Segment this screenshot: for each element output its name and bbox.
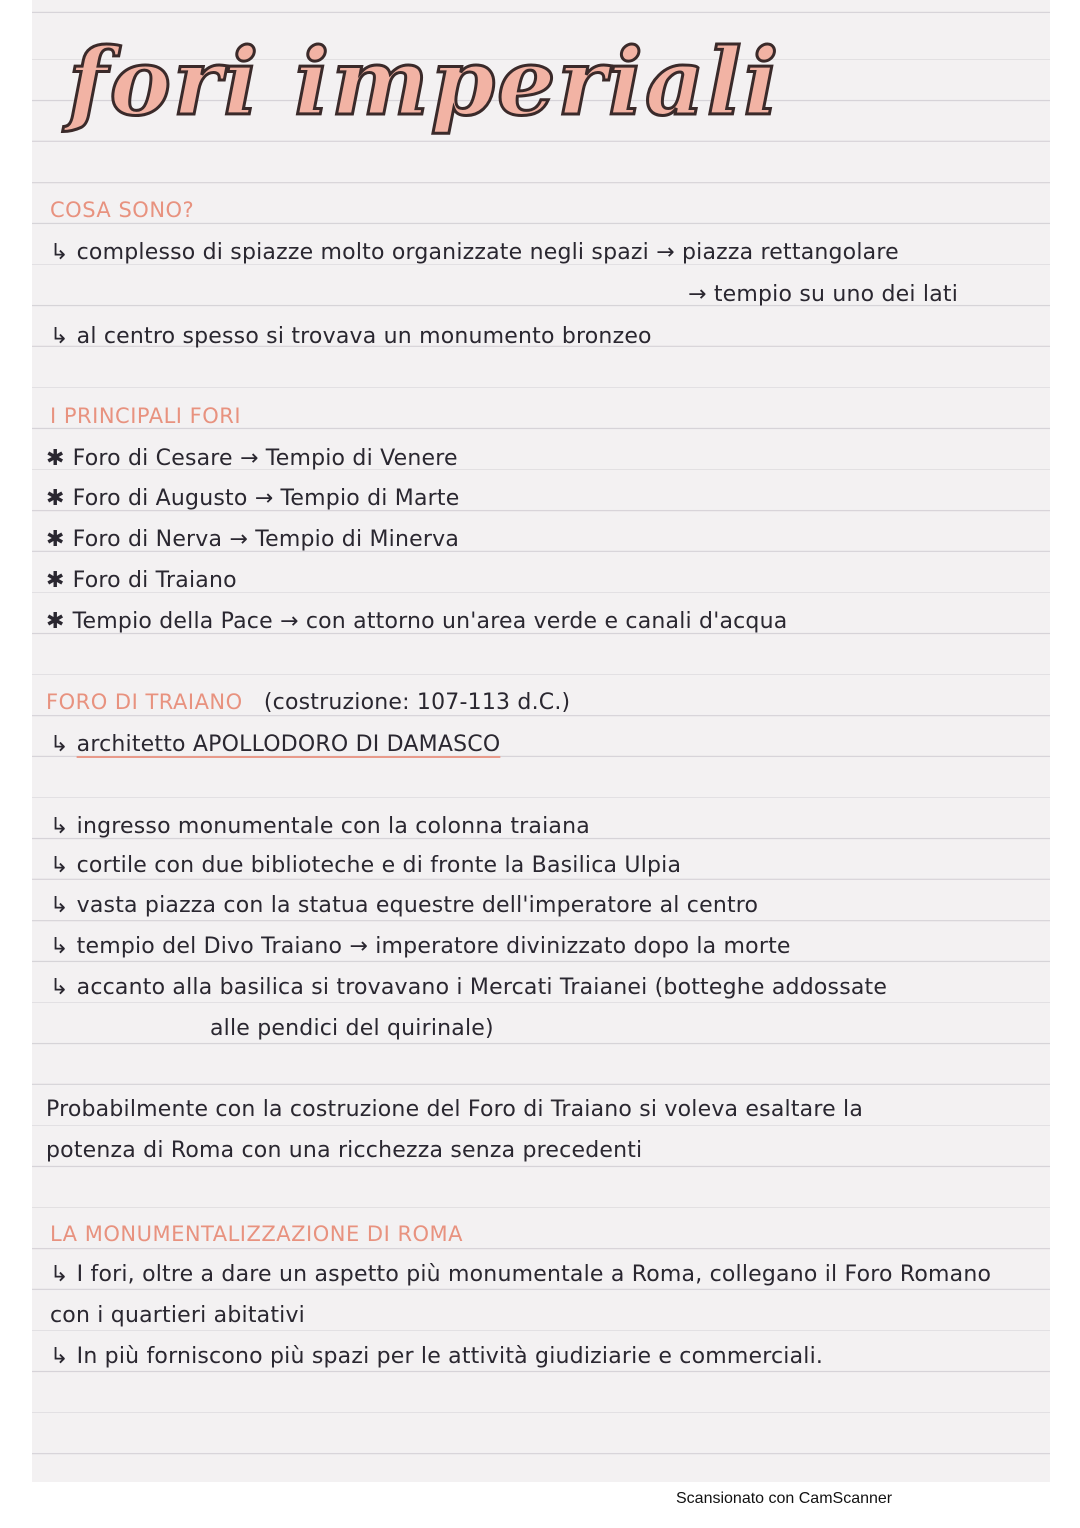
corner-arrow-icon: ↳ xyxy=(50,324,69,349)
star-bullet-icon: ✱ xyxy=(46,486,65,511)
note-line: ↳ al centro spesso si trovava un monumento bronzeo xyxy=(50,324,652,349)
note-line: ↳ vasta piazza con la statua equestre dell'imperatore al centro xyxy=(50,893,759,918)
construction-dates: (costruzione: 107-113 d.C.) xyxy=(263,690,571,715)
note-line: ↳ In più forniscono più spazi per le attività giudiziarie e commerciali. xyxy=(50,1344,824,1369)
paragraph-line: potenza di Roma con una ricchezza senza precedenti xyxy=(46,1138,643,1163)
section-heading-cosa-sono: COSA SONO? xyxy=(50,198,195,222)
paragraph-line: Probabilmente con la costruzione del Foro di Traiano si voleva esaltare la xyxy=(46,1097,864,1122)
note-line: alle pendici del quirinale) xyxy=(210,1016,494,1041)
corner-arrow-icon: ↳ xyxy=(50,975,69,1000)
scanner-watermark: Scansionato con CamScanner xyxy=(676,1490,893,1507)
note-line: ↳ tempio del Divo Traiano → imperatore divinizzato dopo la morte xyxy=(50,934,791,959)
note-line: ↳ ingresso monumentale con la colonna traiana xyxy=(50,814,590,839)
section-heading-traiano: FORO DI TRAIANO xyxy=(46,690,243,714)
star-bullet-icon: ✱ xyxy=(46,527,65,552)
corner-arrow-icon: ↳ xyxy=(50,732,69,757)
section-heading-monumentalizzazione: LA MONUMENTALIZZAZIONE DI ROMA xyxy=(50,1222,464,1246)
corner-arrow-icon: ↳ xyxy=(50,853,69,878)
star-bullet-icon: ✱ xyxy=(46,568,65,593)
list-item: ✱ Foro di Augusto → Tempio di Marte xyxy=(46,486,460,511)
note-line: → tempio su uno dei lati xyxy=(688,282,959,307)
list-item: ✱ Foro di Traiano xyxy=(46,568,237,593)
corner-arrow-icon: ↳ xyxy=(50,934,69,959)
page-title: fori imperiali xyxy=(68,28,781,136)
notebook-page xyxy=(32,0,1050,1482)
note-line: ↳ cortile con due biblioteche e di fronte la Basilica Ulpia xyxy=(50,853,682,878)
star-bullet-icon: ✱ xyxy=(46,609,65,634)
note-line: con i quartieri abitativi xyxy=(50,1303,305,1328)
section-heading-principali: I PRINCIPALI FORI xyxy=(50,404,242,428)
corner-arrow-icon: ↳ xyxy=(50,1344,69,1369)
note-line: ↳ complesso di spiazze molto organizzate negli spazi → piazza rettangolare xyxy=(50,240,899,265)
corner-arrow-icon: ↳ xyxy=(50,240,69,265)
section-heading-traiano-row xyxy=(46,690,570,715)
corner-arrow-icon: ↳ xyxy=(50,814,69,839)
corner-arrow-icon: ↳ xyxy=(50,893,69,918)
list-item: ✱ Foro di Cesare → Tempio di Venere xyxy=(46,446,458,471)
note-line: ↳ accanto alla basilica si trovavano i Mercati Traianei (botteghe addossate xyxy=(50,975,888,1000)
corner-arrow-icon: ↳ xyxy=(50,1262,69,1287)
list-item: ✱ Foro di Nerva → Tempio di Minerva xyxy=(46,527,459,552)
note-line: ↳ I fori, oltre a dare un aspetto più monumentale a Roma, collegano il Foro Romano xyxy=(50,1262,992,1287)
list-item: ✱ Tempio della Pace → con attorno un'area verde e canali d'acqua xyxy=(46,609,788,634)
star-bullet-icon: ✱ xyxy=(46,446,65,471)
note-line: ↳ architetto APOLLODORO DI DAMASCO xyxy=(50,732,501,757)
